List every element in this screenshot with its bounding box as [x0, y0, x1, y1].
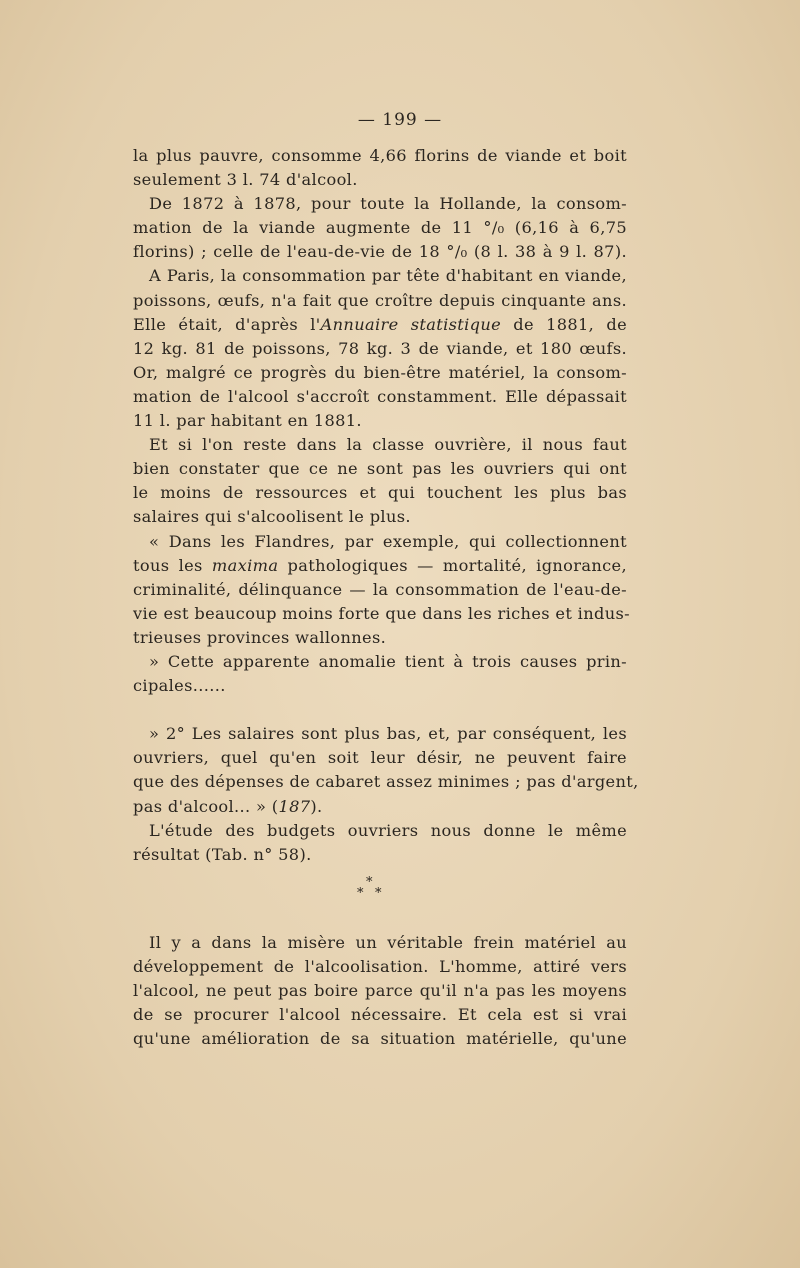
text-line: Elle était, d'après l'Annuaire statistique de 1881, de — [133, 314, 627, 334]
text-line: pas d'alcool... » (187). — [133, 796, 323, 816]
text-line: ouvriers, quel qu'en soit leur désir, ne peuvent faire — [133, 748, 627, 768]
separator-star: * — [366, 875, 373, 890]
page-number: — 199 — — [357, 110, 443, 130]
text-line: A Paris, la consommation par tête d'habitant en viande, — [149, 266, 627, 286]
text-line: trieuses provinces wallonnes. — [133, 627, 387, 647]
text-line: que des dépenses de cabaret assez minimes ; pas d'argent, — [133, 772, 639, 792]
body-text — [133, 144, 639, 867]
text-line: tous les maxima pathologiques — mortalité, ignorance, — [133, 555, 627, 575]
text-line: la plus pauvre, consomme 4,66 florins de viande et boit — [133, 146, 627, 165]
text-line: » Cette apparente anomalie tient à trois causes prin- — [149, 651, 627, 671]
text-line: l'alcool, ne peut pas boire parce qu'il n'a pas les moyens — [133, 981, 627, 1001]
text-line: le moins de ressources et qui touchent les plus bas — [133, 483, 627, 503]
blank-line — [133, 698, 627, 722]
text-line: bien constater que ce ne sont pas les ouvriers qui ont — [133, 459, 627, 479]
text-line: cipales...... — [133, 676, 226, 696]
text-line: florins) ; celle de l'eau-de-vie de 18 °/₀ (8 l. 38 à 9 l. 87). — [133, 242, 627, 262]
text-line: » 2° Les salaires sont plus bas, et, par conséquent, les — [149, 724, 627, 744]
separator-star: * — [375, 886, 382, 901]
text-line: seulement 3 l. 74 d'alcool. — [133, 170, 358, 190]
separator-star: * — [357, 886, 364, 901]
text-line: de se procurer l'alcool nécessaire. Et cela est si vrai — [133, 1005, 627, 1025]
text-line: criminalité, délinquance — la consommation de l'eau-de- — [133, 579, 627, 599]
lower-body-text — [133, 931, 627, 1051]
text-line: 12 kg. 81 de poissons, 78 kg. 3 de viande, et 180 œufs. — [133, 338, 627, 358]
text-line: « Dans les Flandres, par exemple, qui collectionnent — [149, 531, 627, 551]
text-line: mation de la viande augmente de 11 °/₀ (6,16 à 6,75 — [133, 218, 627, 238]
text-line: vie est beaucoup moins forte que dans les riches et indus- — [133, 603, 630, 623]
section-separator — [340, 876, 400, 906]
text-line: salaires qui s'alcoolisent le plus. — [133, 507, 411, 527]
text-line: De 1872 à 1878, pour toute la Hollande, la consom- — [149, 194, 627, 214]
text-line: développement de l'alcoolisation. L'homme, attiré vers — [133, 957, 627, 977]
text-line: 11 l. par habitant en 1881. — [133, 411, 362, 431]
text-line: L'étude des budgets ouvriers nous donne le même — [149, 820, 627, 840]
text-line: résultat (Tab. n° 58). — [133, 844, 312, 864]
text-line: mation de l'alcool s'accroît constamment. Elle dépassait — [133, 386, 627, 406]
text-line: poissons, œufs, n'a fait que croître depuis cinquante ans. — [133, 290, 627, 310]
text-line: Il y a dans la misère un véritable frein matériel au — [149, 933, 627, 952]
text-line: qu'une amélioration de sa situation matérielle, qu'une — [133, 1029, 627, 1049]
text-line: Or, malgré ce progrès du bien-être matériel, la consom- — [133, 362, 627, 382]
text-line: Et si l'on reste dans la classe ouvrière, il nous faut — [149, 435, 627, 455]
